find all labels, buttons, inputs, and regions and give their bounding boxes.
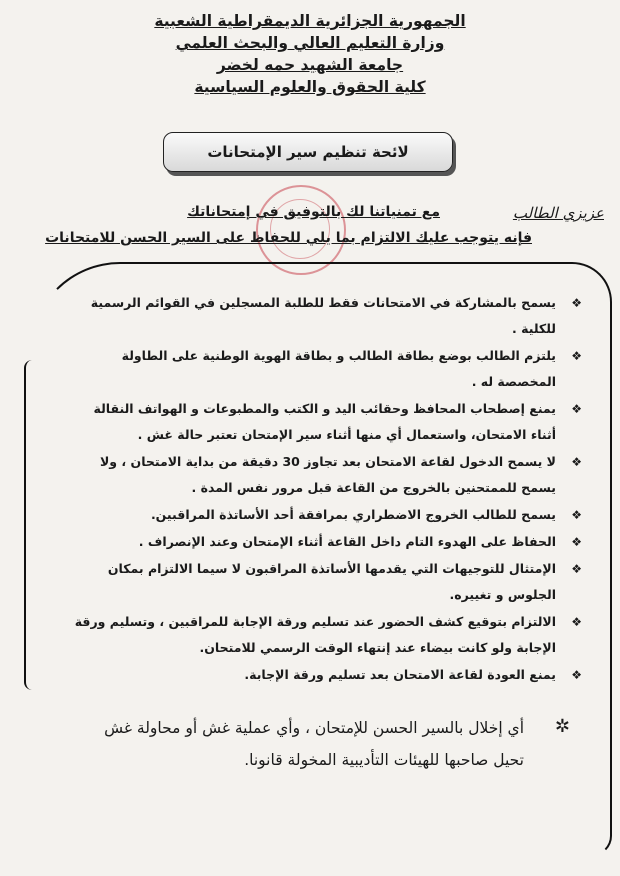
rule-item: ❖ يمنع العودة لقاعة الامتحان بعد تسليم ورقة الإجابة.: [64, 662, 584, 688]
rules-frame-left: [24, 360, 32, 690]
title-box: [163, 132, 453, 172]
footer-text: أي إخلال بالسير الحسن للإمتحان ، وأي عملية غش أو محاولة غش تحيل صاحبها للهيئات التأديبية المخولة قانونا.: [104, 719, 524, 769]
intro-line: فإنه يتوجب عليك الالتزام بما يلي للحفاظ على السير الحسن للامتحانات: [45, 230, 532, 246]
rule-item: ❖ الإمتثال للتوجيهات التي يقدمها الأساتذة المراقبون لا سيما الالتزام بمكان الجلوس و تغييره.: [64, 556, 584, 608]
footer-note: [74, 712, 574, 776]
header-faculty: كلية الحقوق والعلوم السياسية: [194, 78, 426, 96]
diamond-bullet-icon: ❖: [571, 296, 582, 310]
diamond-bullet-icon: ❖: [571, 615, 582, 629]
page-title: لائحة تنظيم سير الإمتحانات: [207, 143, 409, 161]
diamond-bullet-icon: ❖: [571, 535, 582, 549]
rule-item: ❖ يلتزم الطالب بوضع بطاقة الطالب و بطاقة الهوية الوطنية على الطاولة المخصصة له .: [64, 343, 584, 395]
rules-list: [64, 290, 584, 689]
greeting: عزيزي الطالب: [512, 204, 604, 222]
sun-icon: ✲: [554, 716, 570, 737]
rule-item: ❖ الالتزام بتوقيع كشف الحضور عند تسليم ورقة الإجابة للمراقبين ، وتسليم ورقة الإجابة ولو كانت بيضاء عند إنتهاء الوقت الرسمي للامتحان.: [64, 609, 584, 661]
diamond-bullet-icon: ❖: [571, 562, 582, 576]
header-ministry: وزارة التعليم العالي والبحث العلمي: [175, 34, 445, 52]
diamond-bullet-icon: ❖: [571, 349, 582, 363]
diamond-bullet-icon: ❖: [571, 402, 582, 416]
header-republic: الجمهورية الجزائرية الديمقراطية الشعبية: [154, 12, 466, 30]
wish-line: مع تمنياتنا لك بالتوفيق في إمتحاناتك: [187, 204, 440, 220]
rule-item: ❖ يسمح بالمشاركة في الامتحانات فقط للطلبة المسجلين في القوائم الرسمية للكلية .: [64, 290, 584, 342]
header: [0, 10, 620, 98]
diamond-bullet-icon: ❖: [571, 508, 582, 522]
rule-item: ❖ يسمح للطالب الخروج الاضطراري بمرافقة أحد الأساتذة المراقبين.: [64, 502, 584, 528]
diamond-bullet-icon: ❖: [571, 668, 582, 682]
rule-item: ❖ لا يسمح الدخول لقاعة الامتحان بعد تجاوز 30 دقيقة من بداية الامتحان ، ولا يسمح للممتحنين بالخروج من القاعة قبل مرور نفس المدة .: [64, 449, 584, 501]
header-university: جامعة الشهيد حمه لخضر: [216, 56, 404, 74]
diamond-bullet-icon: ❖: [571, 455, 582, 469]
rule-item: ❖ يمنع إصطحاب المحافظ وحقائب اليد و الكتب والمطبوعات و الهواتف النقالة أثناء الامتحان، واستعمال أي منها أثناء سير الإمتحان تعتبر حالة غش .: [64, 396, 584, 448]
rule-item: ❖ الحفاظ على الهدوء التام داخل القاعة أثناء الإمتحان وعند الإنصراف .: [64, 529, 584, 555]
